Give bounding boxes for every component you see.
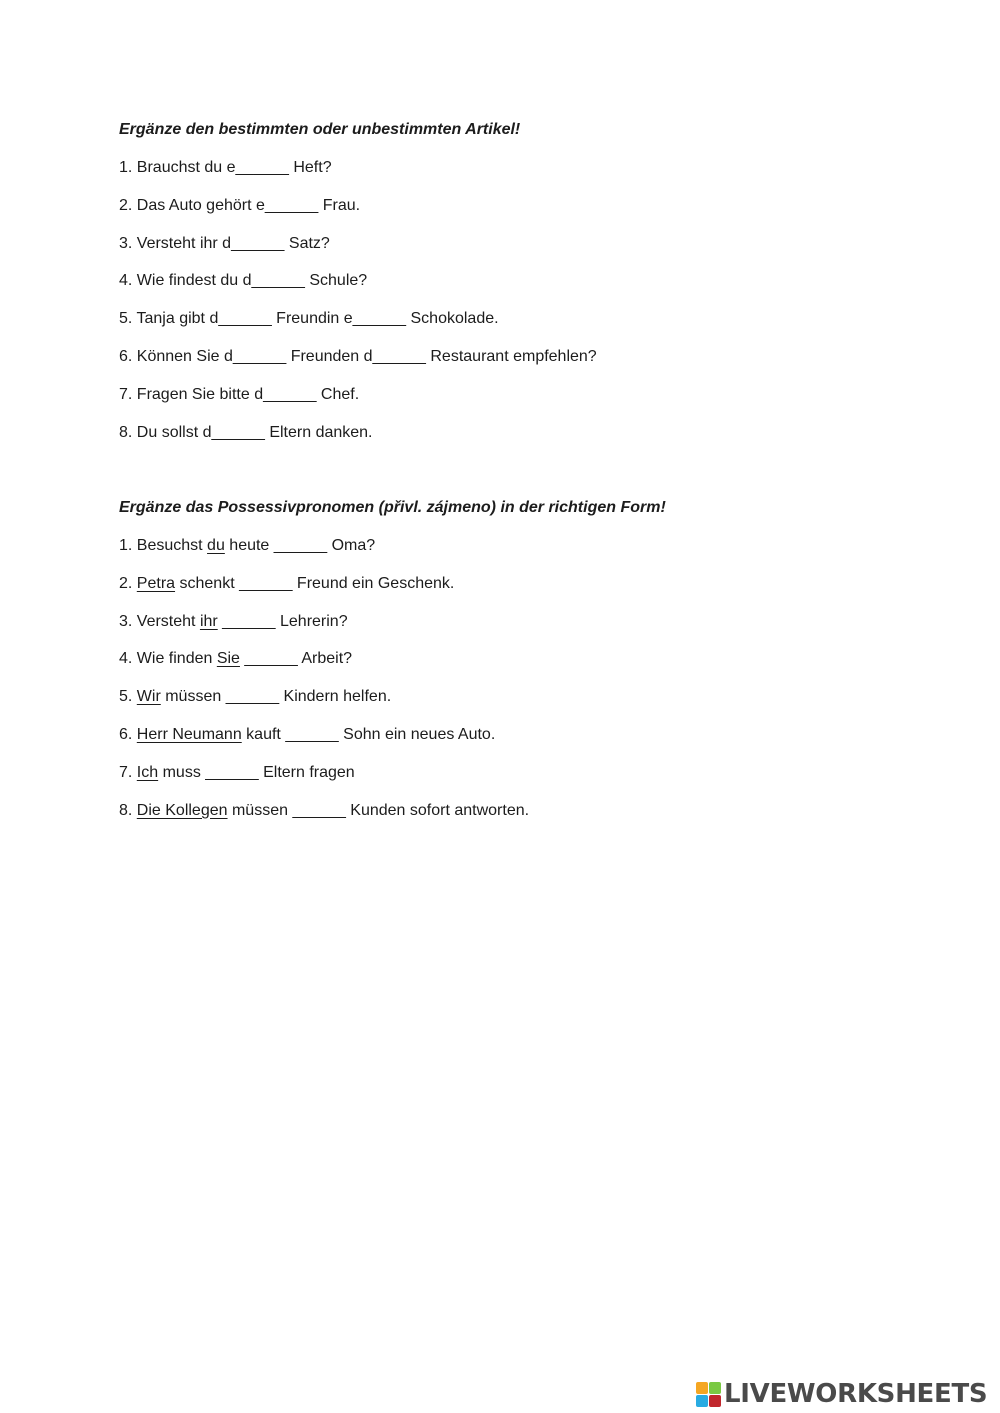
possessive-exercise-section [119, 497, 879, 837]
underlined-subject: ihr [199, 612, 218, 630]
articles-exercise-title: Ergänze den bestimmten oder unbestimmten Artikel! [119, 121, 521, 138]
articles-exercise-item-7: 7. Fragen Sie bitte d______ Chef. [119, 385, 360, 403]
possessive-exercise-item-4: 4. Wie finden Sie ______ Arbeit? [119, 650, 353, 668]
underlined-subject: Wir [136, 688, 161, 706]
liveworksheets-wordmark: LIVEWORKSHEETS [724, 1379, 988, 1409]
articles-exercise-item-8: 8. Du sollst d______ Eltern danken. [119, 423, 373, 441]
underlined-subject: Sie [216, 650, 240, 668]
articles-exercise-item-4: 4. Wie findest du d______ Schule? [119, 272, 368, 290]
articles-exercise-item-6: 6. Können Sie d______ Freunden d______ Restaurant empfehlen? [119, 347, 597, 365]
underlined-subject: du [207, 537, 225, 554]
possessive-exercise-item-6: 6. Herr Neumann kauft ______ Sohn ein neues Auto. [119, 725, 496, 743]
articles-exercise-item-1: 1. Brauchst du e______ Heft? [119, 159, 332, 176]
possessive-exercise-item-3: 3. Versteht ihr ______ Lehrerin? [119, 612, 348, 630]
underlined-subject: Herr Neumann [136, 725, 242, 743]
logo-square-blue [696, 1395, 708, 1407]
articles-exercise-item-2: 2. Das Auto gehört e______ Frau. [119, 196, 361, 214]
underlined-subject: Petra [136, 574, 176, 592]
articles-exercise-list [119, 157, 879, 444]
underlined-subject: Ich [136, 763, 159, 781]
possessive-exercise-item-2: 2. Petra schenkt ______ Freund ein Geschenk. [119, 574, 455, 592]
possessive-exercise-item-7: 7. Ich muss ______ Eltern fragen [119, 763, 355, 781]
possessive-exercise-item-1: 1. Besuchst du heute ______ Oma? [119, 537, 376, 554]
logo-square-orange [696, 1382, 708, 1394]
possessive-exercise-item-5: 5. Wir müssen ______ Kindern helfen. [119, 688, 392, 706]
articles-exercise-item-3: 3. Versteht ihr d______ Satz? [119, 234, 330, 252]
liveworksheets-logo-icon [696, 1382, 721, 1407]
logo-square-green [709, 1382, 721, 1394]
articles-exercise-section [119, 119, 879, 459]
possessive-exercise-item-8: 8. Die Kollegen müssen ______ Kunden sofort antworten. [119, 801, 530, 819]
possessive-exercise-title: Ergänze das Possessivpronomen (přivl. zájmeno) in der richtigen Form! [119, 499, 666, 516]
liveworksheets-logo [696, 1377, 987, 1411]
logo-square-red [709, 1395, 721, 1407]
articles-exercise-item-5: 5. Tanja gibt d______ Freundin e______ Schokolade. [119, 310, 499, 328]
possessive-exercise-list [119, 535, 879, 822]
underlined-subject: Die Kollegen [136, 801, 228, 819]
